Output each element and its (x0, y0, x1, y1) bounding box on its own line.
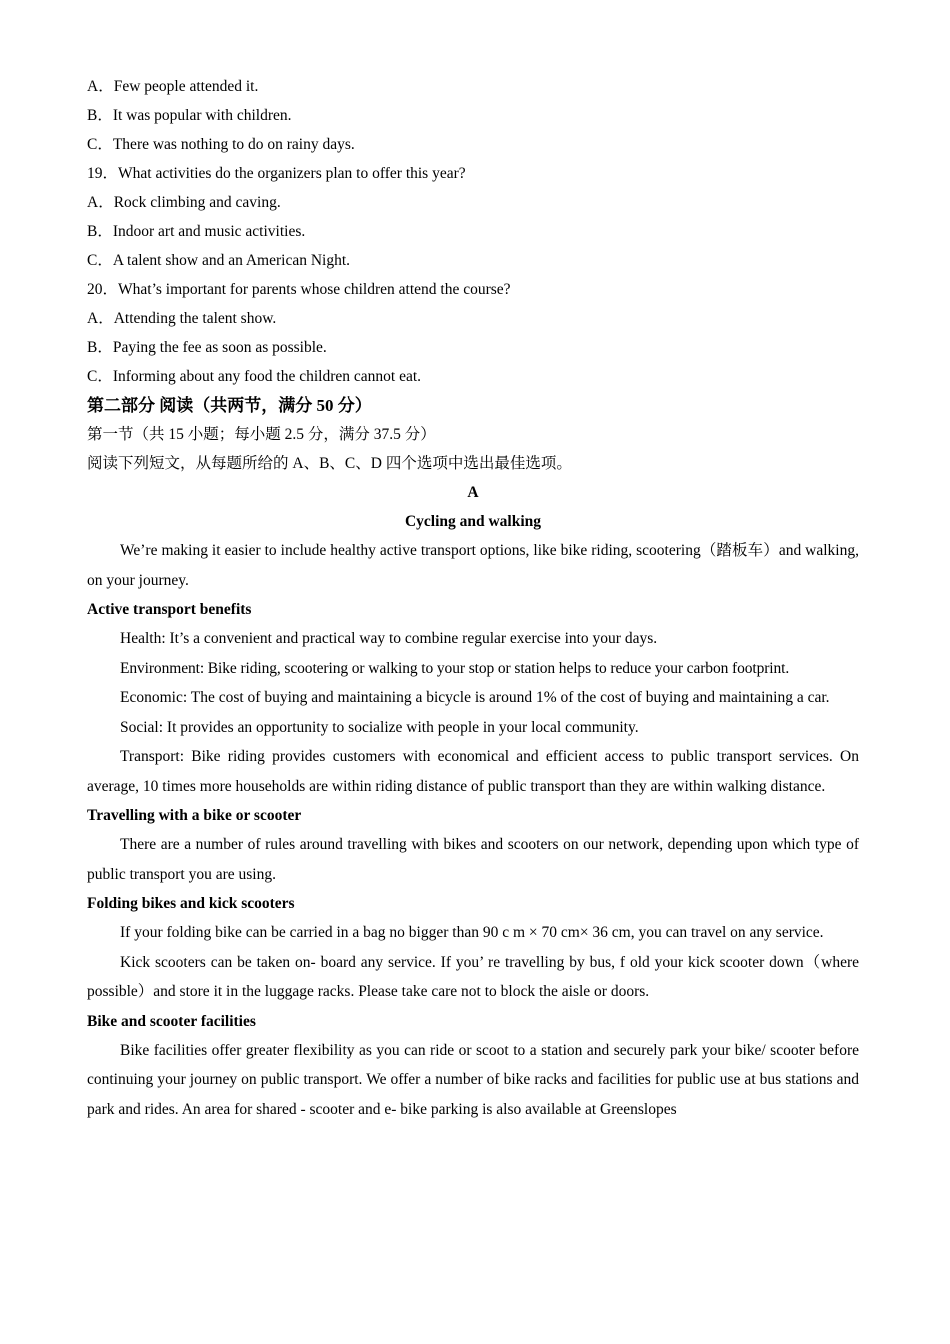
benefit-environment: Environment: Bike riding, scootering or walking to your stop or station helps to reduce your carbon footprint. (120, 659, 790, 677)
q19-option-b: B．Indoor art and music activities. (87, 223, 306, 240)
exam-page (87, 72, 859, 1124)
q18-option-b: B．It was popular with children. (87, 107, 292, 124)
q20-option-b: B．Paying the fee as soon as possible. (87, 339, 327, 356)
reading-part-title: 第二部分 阅读（共两节，满分 50 分） (87, 396, 372, 415)
heading-facilities: Bike and scooter facilities (87, 1012, 256, 1030)
q20-option-a: A．Attending the talent show. (87, 310, 277, 327)
folding-text-2: Kick scooters can be taken on- board any service. If you’ re travelling by bus, f old your kick scooter down（where possible）and store it in the luggage racks. Please take care not to block the aisle or doors. (87, 953, 859, 1000)
travelling-text: There are a number of rules around travelling with bikes and scooters on our network, depending upon which type of public transport you are using. (87, 836, 859, 883)
benefit-social: Social: It provides an opportunity to socialize with people in your local community. (120, 718, 639, 736)
passage-intro: We’re making it easier to include healthy active transport options, like bike riding, scootering（踏板车）and walking, on your journey. (87, 542, 859, 589)
reading-instruction: 阅读下列短文，从每题所给的 A、B、C、D 四个选项中选出最佳选项。 (87, 455, 572, 472)
folding-text-1: If your folding bike can be carried in a bag no bigger than 90 c m × 70 cm× 36 cm, you can travel on any service. (120, 924, 824, 941)
passage-title: Cycling and walking (404, 513, 542, 530)
q20-option-c: C．Informing about any food the children cannot eat. (87, 368, 422, 385)
q18-option-a: A．Few people attended it. (87, 78, 259, 95)
benefit-economic: Economic: The cost of buying and maintaining a bicycle is around 1% of the cost of buying and maintaining a car. (120, 689, 830, 706)
passage-letter: A (467, 484, 479, 501)
q18-option-c: C．There was nothing to do on rainy days. (87, 136, 355, 153)
facilities-text: Bike facilities offer greater flexibility as you can ride or scoot to a station and securely park your bike/ scooter before continuing your journey on public transport. We offer a number of bike racks and facilities for public use at bus stations and park and rides. An area for shared - scooter and e- bike parking is also available at Greenslopes (87, 1041, 859, 1118)
heading-travelling: Travelling with a bike or scooter (87, 807, 302, 824)
q19-question: 19．What activities do the organizers plan to offer this year? (87, 165, 466, 182)
q19-option-a: A．Rock climbing and caving. (87, 194, 281, 211)
heading-benefits: Active transport benefits (87, 601, 252, 618)
benefit-transport: Transport: Bike riding provides customers with economical and efficient access to public transport services. On average, 10 times more households are within riding distance of public transport than they are within walking distance. (87, 748, 859, 795)
q19-option-c: C．A talent show and an American Night. (87, 252, 351, 269)
reading-section-info: 第一节（共 15 小题；每小题 2.5 分，满分 37.5 分） (87, 426, 436, 443)
benefit-health: Health: It’s a convenient and practical way to combine regular exercise into your days. (120, 630, 658, 647)
heading-folding: Folding bikes and kick scooters (87, 895, 295, 912)
q20-question: 20．What’s important for parents whose children attend the course? (87, 281, 511, 298)
